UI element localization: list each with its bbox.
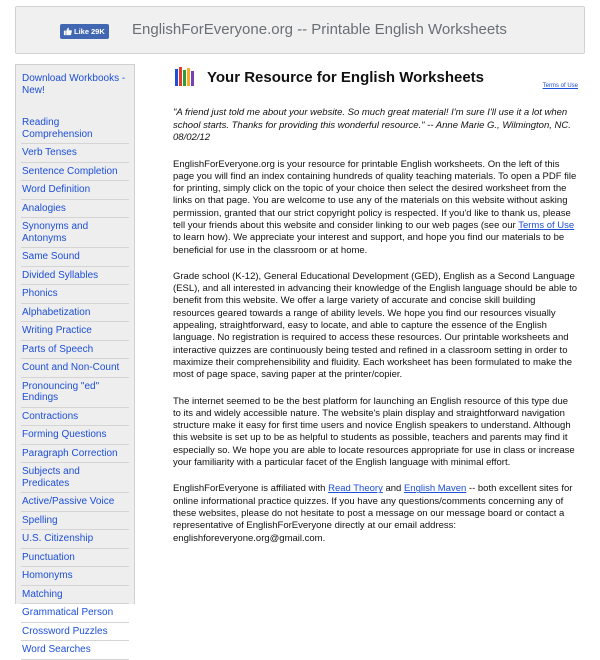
affiliation-paragraph	[173, 483, 578, 544]
terms-of-use-link[interactable]: Terms of Use	[542, 83, 578, 89]
books-icon	[175, 66, 195, 86]
sidebar-item-punctuation[interactable]: Punctuation	[21, 549, 129, 568]
like-count: 29K	[91, 27, 105, 36]
sidebar-item-same-sound[interactable]: Same Sound	[21, 248, 129, 267]
sidebar-item-pronouncing-ed-endings[interactable]: Pronouncing "ed" Endings	[21, 378, 129, 408]
facebook-like-button[interactable]	[60, 24, 109, 39]
sidebar-item-crossword-puzzles[interactable]: Crossword Puzzles	[21, 623, 129, 642]
sidebar-item-us-citizenship[interactable]: U.S. Citizenship	[21, 530, 129, 549]
sidebar-item-active-passive-voice[interactable]: Active/Passive Voice	[21, 493, 129, 512]
read-theory-link[interactable]: Read Theory	[328, 483, 383, 495]
sidebar-item-alphabetization[interactable]: Alphabetization	[21, 304, 129, 323]
sidebar-item-download-workbooks[interactable]: Download Workbooks - New!	[22, 73, 126, 96]
intro-text-end: to learn how). We appreciate your interest and support, and hope you find our materials to be beneficial for use in the classroom or at home.	[173, 232, 565, 256]
affiliation-and-text: and	[382, 483, 404, 495]
title-row	[173, 64, 578, 90]
sidebar-item-spelling[interactable]: Spelling	[21, 512, 129, 531]
thumbs-up-icon	[63, 27, 72, 36]
sidebar-item-parts-of-speech[interactable]: Parts of Speech	[21, 341, 129, 360]
sidebar-item-count-non-count[interactable]: Count and Non-Count	[21, 359, 129, 378]
sidebar-item-writing-practice[interactable]: Writing Practice	[21, 322, 129, 341]
sidebar-item-matching[interactable]: Matching	[21, 586, 129, 605]
affiliation-text-start: EnglishForEveryone is affiliated with	[173, 483, 329, 495]
sidebar-item-subjects-predicates[interactable]: Subjects and Predicates	[21, 463, 129, 493]
sidebar-item-reading-comprehension[interactable]: Reading Comprehension	[21, 114, 129, 144]
platform-paragraph: The internet seemed to be the best platform for launching an English resource of this type due to its and widely accessible nature. The website's plain display and straightforward navigation structure make it easy for first time users and novice English speakers to understand. Although this website is set up to be as helpful to students as possible, teachers and parents may find it especially so. We hope you are able to locate resources appropriate for use in class or increase your familiarity with a particular facet of the English language with minimal effort.	[173, 395, 575, 469]
sidebar-item-homonyms[interactable]: Homonyms	[21, 567, 129, 586]
sidebar-item-word-definition[interactable]: Word Definition	[21, 181, 129, 200]
sidebar-nav	[15, 64, 135, 655]
sidebar-item-synonyms-antonyms[interactable]: Synonyms and Antonyms	[21, 218, 129, 248]
like-label: Like	[74, 27, 90, 36]
sidebar-item-sentence-completion[interactable]: Sentence Completion	[21, 163, 129, 182]
sidebar-item-analogies[interactable]: Analogies	[21, 200, 129, 219]
sidebar-item-grammatical-person[interactable]: Grammatical Person	[21, 604, 129, 623]
testimonial-quote: "A friend just told me about your website. So much great material! I'm sure I'll use it a lot when school starts. Thanks for providing this wonderful resource." -- Anne Marie G., Wilmington, NC. 08/02/12	[173, 107, 571, 143]
page-title: Your Resource for English Worksheets	[207, 69, 485, 86]
sidebar-item-verb-tenses[interactable]: Verb Tenses	[21, 144, 129, 163]
site-title: EnglishForEveryone.org -- Printable English Worksheets	[132, 21, 507, 38]
main-content	[173, 64, 578, 545]
sidebar-item-phonics[interactable]: Phonics	[21, 285, 129, 304]
sidebar-item-contractions[interactable]: Contractions	[21, 408, 129, 427]
inline-terms-of-use-link[interactable]: Terms of Use	[518, 219, 575, 231]
sidebar-item-forming-questions[interactable]: Forming Questions	[21, 426, 129, 445]
sidebar-item-paragraph-correction[interactable]: Paragraph Correction	[21, 445, 129, 464]
english-maven-link[interactable]: English Maven	[403, 483, 467, 495]
sidebar-item-divided-syllables[interactable]: Divided Syllables	[21, 267, 129, 286]
sidebar-item-word-searches[interactable]: Word Searches	[21, 641, 129, 660]
intro-paragraph	[173, 159, 578, 257]
site-header	[15, 6, 585, 54]
affiliation-text-end: -- both excellent sites for online informational practice quizzes. If you have any questions/comments concerning any of these websites, please do not hesitate to post a message on our message board or contact a representative of EnglishForEveryone directly at our email address: englishforeveryone.org@gmail.com.	[173, 483, 573, 544]
intro-text-start: EnglishForEveryone.org is your resource for printable English worksheets. On the left of this page you will find an index containing hundreds of quality teaching materials. To open a PDF file for printing, simply click on the topic of your choice then select the desired worksheet from the links on that page. You are welcome to use any of the materials on this website without asking permission, granted that our strict copyright policy is respected. If you'd like to thank us, please tell your friends about this website and consider linking to our web pages (see our	[173, 158, 577, 231]
sidebar-separator	[16, 104, 134, 114]
audience-paragraph: Grade school (K-12), General Educational Development (GED), English as a Second Language (ESL), and all interested in advancing their knowledge of the English language should be able to benefit from this website. We offer a large variety of accurate and concise skill building resources geared towards a range of ability levels. We hope you find our resources visually appealing, straightforward, easy to locate, and able to capture the essence of the English language. No registration is required to access these resources. Our printable worksheets and interactive quizzes are continuously being tested and refined in a classroom setting in order to maximize their comprehensibility and fluidity. Each worksheet has been formulated to make the most of page space, saving paper at the printer/copier.	[173, 270, 578, 381]
